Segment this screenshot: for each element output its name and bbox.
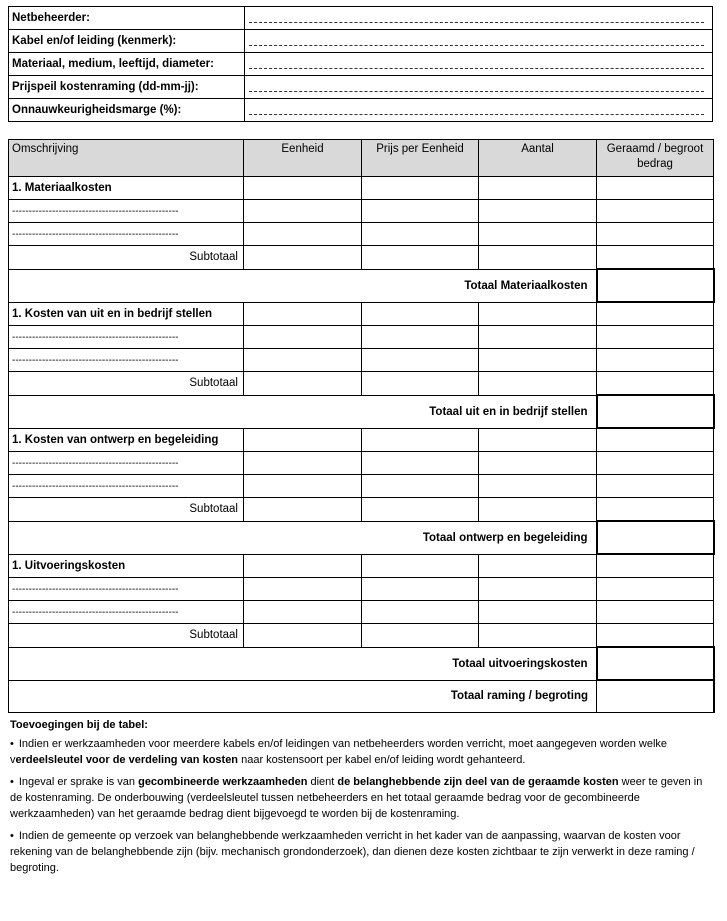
subtotal-label: Subtotaal [9, 624, 244, 648]
input-cell[interactable] [362, 475, 479, 498]
input-cell[interactable] [597, 372, 714, 396]
item-description-field[interactable]: -------------------------------------------------- [9, 578, 244, 601]
notes-heading: Toevoegingen bij de tabel: [10, 719, 148, 731]
dotted-fill-line [249, 91, 704, 92]
input-cell[interactable] [244, 601, 362, 624]
section-title: 1. Kosten van uit en in bedrijf stellen [9, 302, 244, 326]
input-cell[interactable] [362, 554, 479, 578]
bullet-icon: • [10, 776, 14, 788]
cost-table [8, 139, 715, 713]
input-cell[interactable] [244, 349, 362, 372]
input-cell[interactable] [479, 498, 597, 522]
input-cell[interactable] [362, 223, 479, 246]
subtotal-row [9, 246, 714, 270]
input-cell[interactable] [597, 428, 714, 452]
input-cell[interactable] [244, 624, 362, 648]
input-cell[interactable] [244, 452, 362, 475]
table-row [9, 349, 714, 372]
input-cell[interactable] [362, 372, 479, 396]
item-description-field[interactable]: -------------------------------------------------- [9, 200, 244, 223]
input-cell[interactable] [479, 475, 597, 498]
table-row [9, 452, 714, 475]
input-cell[interactable] [244, 200, 362, 223]
note-item [10, 828, 715, 876]
section-total-row [9, 521, 714, 554]
section-total-label: Totaal uitvoeringskosten [9, 647, 597, 680]
input-cell[interactable] [479, 452, 597, 475]
subtotal-row [9, 624, 714, 648]
input-cell[interactable] [362, 246, 479, 270]
input-cell[interactable] [244, 554, 362, 578]
note-item [10, 774, 715, 822]
info-value-field[interactable] [245, 76, 713, 99]
input-cell[interactable] [244, 223, 362, 246]
info-label: Onnauwkeurigheidsmarge (%): [9, 99, 245, 122]
note-text: weer te geven in de kostenraming. De onderbouwing (verdeelsleutel tussen netbeheerders en het totaal geraamde bedrag voor de gecombineerde werkzaamheden) van het geraamde bedrag dient bijgevoegd te worden bij de kostenraming. [10, 776, 703, 820]
input-cell[interactable] [362, 200, 479, 223]
section-title-row [9, 177, 714, 200]
bullet-icon: • [10, 738, 14, 750]
grand-total-label: Totaal raming / begroting [9, 680, 597, 713]
input-cell[interactable] [479, 578, 597, 601]
input-cell[interactable] [362, 452, 479, 475]
dotted-fill-line [249, 68, 704, 69]
note-emphasis: de belanghebbende zijn deel van de geraamde kosten [337, 776, 619, 788]
section-title-row [9, 302, 714, 326]
subtotal-label: Subtotaal [9, 498, 244, 522]
input-cell[interactable] [244, 246, 362, 270]
input-cell[interactable] [479, 223, 597, 246]
section-title: 1. Kosten van ontwerp en begeleiding [9, 428, 244, 452]
input-cell[interactable] [597, 554, 714, 578]
input-cell[interactable] [362, 302, 479, 326]
note-text: Indien de gemeente op verzoek van belanghebbende werkzaamheden verricht in het kader van de aanpassing, waarvan de kosten voor rekening van de belanghebbende zijn (bijv. mechanisch grondonderzoek), dan dienen deze kosten zichtbaar te zijn verwerkt in deze raming / begroting. [10, 830, 695, 874]
dotted-fill-line [249, 114, 704, 115]
input-cell[interactable] [244, 302, 362, 326]
table-row [9, 200, 714, 223]
table-row [9, 326, 714, 349]
item-description-field[interactable]: -------------------------------------------------- [9, 475, 244, 498]
table-header-row [9, 140, 714, 177]
input-cell[interactable] [597, 349, 714, 372]
bullet-icon: • [10, 830, 14, 842]
info-value-field[interactable] [245, 7, 713, 30]
table-row [9, 475, 714, 498]
input-cell[interactable] [479, 554, 597, 578]
input-cell[interactable] [244, 578, 362, 601]
subtotal-label: Subtotaal [9, 372, 244, 396]
header-aantal: Aantal [479, 140, 597, 177]
note-text: dient [307, 776, 338, 788]
info-row [9, 76, 713, 99]
section-total-row [9, 647, 714, 680]
header-geraamd-bedrag: Geraamd / begroot bedrag [597, 140, 714, 177]
section-total-label: Totaal uit en in bedrijf stellen [9, 395, 597, 428]
item-description-field[interactable]: -------------------------------------------------- [9, 601, 244, 624]
input-cell[interactable] [597, 624, 714, 648]
section-total-label: Totaal Materiaalkosten [9, 269, 597, 302]
input-cell[interactable] [479, 177, 597, 200]
section-title: 1. Uitvoeringskosten [9, 554, 244, 578]
input-cell[interactable] [362, 624, 479, 648]
input-cell[interactable] [597, 200, 714, 223]
section-total-value[interactable] [597, 395, 714, 428]
input-cell[interactable] [479, 302, 597, 326]
info-label: Materiaal, medium, leeftijd, diameter: [9, 53, 245, 76]
note-text: Indien er werkzaamheden voor meerdere kabels en/of leidingen van netbeheerders worden verricht, moet aangegeven worden welke v [10, 738, 668, 766]
section-total-value[interactable] [597, 647, 714, 680]
note-item [10, 736, 715, 768]
input-cell[interactable] [362, 177, 479, 200]
input-cell[interactable] [244, 177, 362, 200]
section-title-row [9, 428, 714, 452]
input-cell[interactable] [479, 428, 597, 452]
input-cell[interactable] [479, 246, 597, 270]
info-label: Prijspeil kostenraming (dd-mm-jj): [9, 76, 245, 99]
info-row [9, 99, 713, 122]
input-cell[interactable] [362, 578, 479, 601]
note-emphasis: gecombineerde werkzaamheden [138, 776, 308, 788]
input-cell[interactable] [597, 452, 714, 475]
section-title-row [9, 554, 714, 578]
info-label: Kabel en/of leiding (kenmerk): [9, 30, 245, 53]
subtotal-label: Subtotaal [9, 246, 244, 270]
input-cell[interactable] [479, 349, 597, 372]
item-description-field[interactable]: -------------------------------------------------- [9, 223, 244, 246]
input-cell[interactable] [597, 601, 714, 624]
item-description-field[interactable]: -------------------------------------------------- [9, 349, 244, 372]
input-cell[interactable] [479, 601, 597, 624]
info-row [9, 30, 713, 53]
input-cell[interactable] [597, 223, 714, 246]
subtotal-row [9, 372, 714, 396]
info-value-field[interactable] [245, 30, 713, 53]
input-cell[interactable] [597, 475, 714, 498]
input-cell[interactable] [362, 428, 479, 452]
header-omschrijving: Omschrijving [9, 140, 244, 177]
input-cell[interactable] [597, 578, 714, 601]
grand-total-value[interactable] [597, 680, 714, 713]
input-cell[interactable] [597, 326, 714, 349]
input-cell[interactable] [597, 302, 714, 326]
info-label: Netbeheerder: [9, 7, 245, 30]
section-total-row [9, 395, 714, 428]
input-cell[interactable] [479, 326, 597, 349]
subtotal-row [9, 498, 714, 522]
input-cell[interactable] [362, 349, 479, 372]
notes-section [10, 717, 715, 882]
input-cell[interactable] [597, 246, 714, 270]
info-value-field[interactable] [245, 99, 713, 122]
info-row [9, 7, 713, 30]
header-eenheid: Eenheid [244, 140, 362, 177]
section-total-row [9, 269, 714, 302]
info-table [8, 6, 713, 122]
item-description-field[interactable]: -------------------------------------------------- [9, 452, 244, 475]
grand-total-row [9, 680, 714, 713]
dotted-fill-line [249, 22, 704, 23]
input-cell[interactable] [244, 428, 362, 452]
header-prijs-per-eenheid: Prijs per Eenheid [362, 140, 479, 177]
input-cell[interactable] [597, 177, 714, 200]
input-cell[interactable] [362, 601, 479, 624]
table-row [9, 601, 714, 624]
input-cell[interactable] [597, 498, 714, 522]
note-text: naar kostensoort per kabel en/of leiding wordt gehanteerd. [238, 754, 526, 766]
item-description-field[interactable]: -------------------------------------------------- [9, 326, 244, 349]
input-cell[interactable] [479, 624, 597, 648]
info-value-field[interactable] [245, 53, 713, 76]
info-row [9, 53, 713, 76]
dotted-fill-line [249, 45, 704, 46]
section-total-label: Totaal ontwerp en begeleiding [9, 521, 597, 554]
input-cell[interactable] [244, 475, 362, 498]
section-total-value[interactable] [597, 269, 714, 302]
input-cell[interactable] [479, 372, 597, 396]
note-emphasis: erdeelsleutel voor de verdeling van kosten [15, 754, 239, 766]
input-cell[interactable] [244, 326, 362, 349]
input-cell[interactable] [362, 326, 479, 349]
input-cell[interactable] [244, 372, 362, 396]
table-row [9, 578, 714, 601]
input-cell[interactable] [479, 200, 597, 223]
input-cell[interactable] [362, 498, 479, 522]
section-total-value[interactable] [597, 521, 714, 554]
note-text: Ingeval er sprake is van [18, 776, 139, 788]
input-cell[interactable] [244, 498, 362, 522]
section-title: 1. Materiaalkosten [9, 177, 244, 200]
table-row [9, 223, 714, 246]
